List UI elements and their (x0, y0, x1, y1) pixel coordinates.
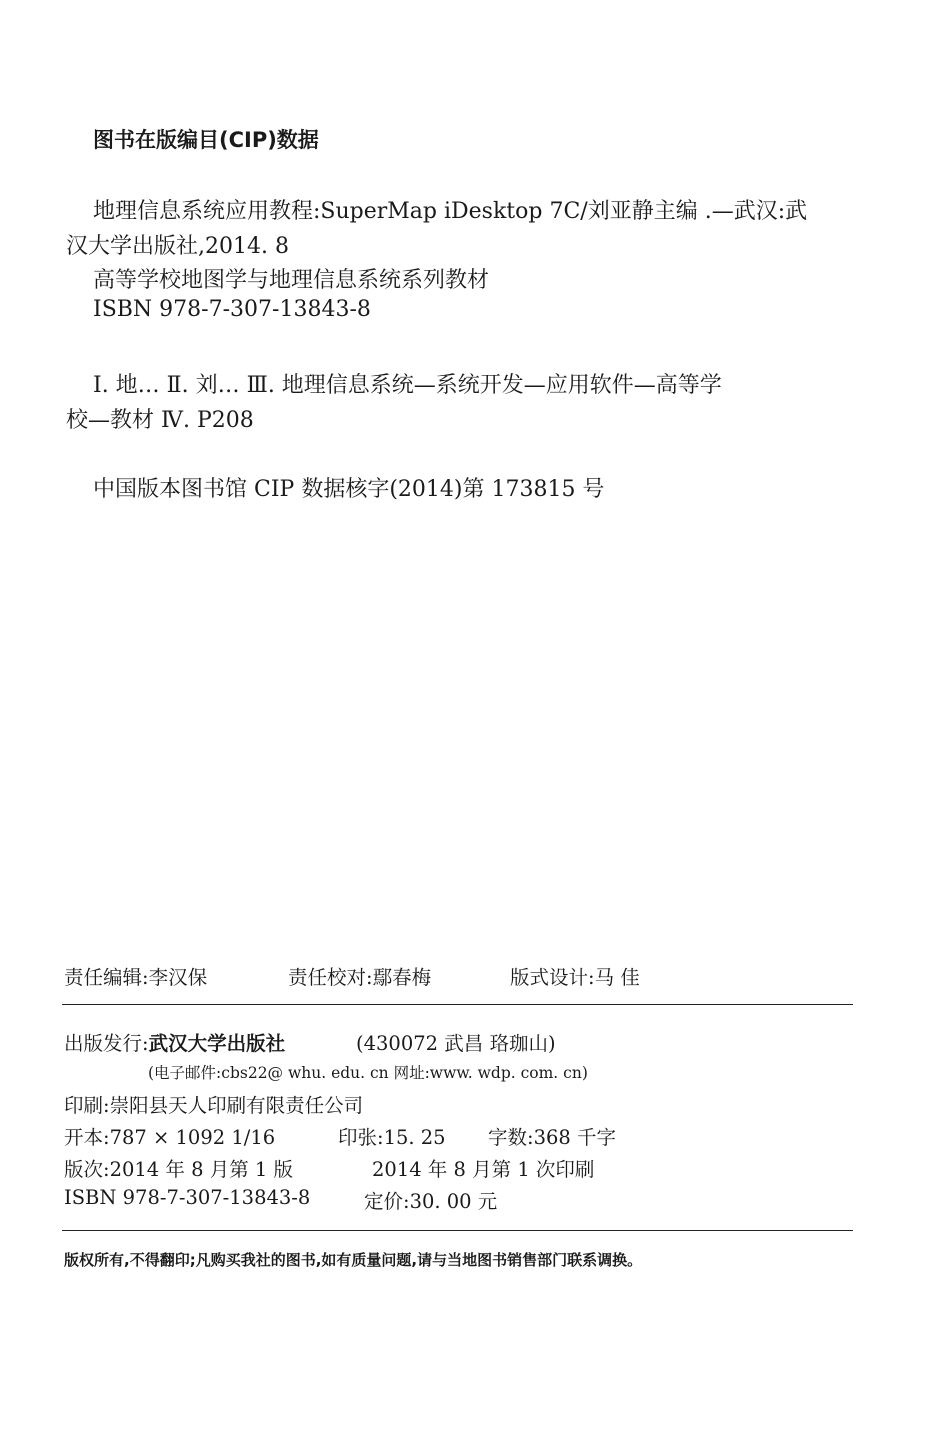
cip-classification-line-1: Ⅰ. 地… Ⅱ. 刘… Ⅲ. 地理信息系统—系统开发—应用软件—高等学 (93, 373, 722, 398)
sheets: 印张:15. 25 (338, 1126, 446, 1149)
divider-top (62, 1004, 853, 1005)
staff-editor: 责任编辑:李汉保 (64, 966, 208, 989)
cip-entry-line-1: 地理信息系统应用教程:SuperMap iDesktop 7C/刘亚静主编 .—武汉:武 (93, 199, 808, 224)
edition: 版次:2014 年 8 月第 1 版 (64, 1158, 294, 1181)
publisher-contact: (电子邮件:cbs22@ whu. edu. cn 网址:www. wdp. com. cn) (148, 1064, 588, 1082)
format: 开本:787 × 1092 1/16 (64, 1126, 276, 1149)
staff-designer: 版式设计:马 佳 (510, 966, 640, 989)
publisher-address: (430072 武昌 珞珈山) (356, 1032, 556, 1055)
cip-verification: 中国版本图书馆 CIP 数据核字(2014)第 173815 号 (93, 477, 605, 502)
printer: 印刷:崇阳县天人印刷有限责任公司 (64, 1094, 364, 1117)
price: 定价:30. 00 元 (364, 1190, 498, 1213)
cip-classification-line-2: 校—教材 Ⅳ. P208 (66, 408, 254, 433)
divider-bottom (62, 1230, 853, 1231)
publisher-isbn: ISBN 978-7-307-13843-8 (64, 1186, 311, 1209)
publisher-name: 武汉大学出版社 (148, 1032, 286, 1055)
publisher-line (64, 1028, 285, 1056)
copyright-notice: 版权所有,不得翻印;凡购买我社的图书,如有质量问题,请与当地图书销售部门联系调换。 (64, 1251, 643, 1269)
publisher-label: 出版发行: (64, 1032, 149, 1055)
printing: 2014 年 8 月第 1 次印刷 (372, 1158, 595, 1181)
cip-series: 高等学校地图学与地理信息系统系列教材 (93, 268, 490, 293)
staff-proofreader: 责任校对:鄢春梅 (288, 966, 432, 989)
cip-title: 图书在版编目(CIP)数据 (93, 128, 319, 152)
cip-entry-line-2: 汉大学出版社,2014. 8 (66, 234, 289, 259)
cip-isbn: ISBN 978-7-307-13843-8 (93, 297, 371, 322)
word-count: 字数:368 千字 (488, 1126, 616, 1149)
